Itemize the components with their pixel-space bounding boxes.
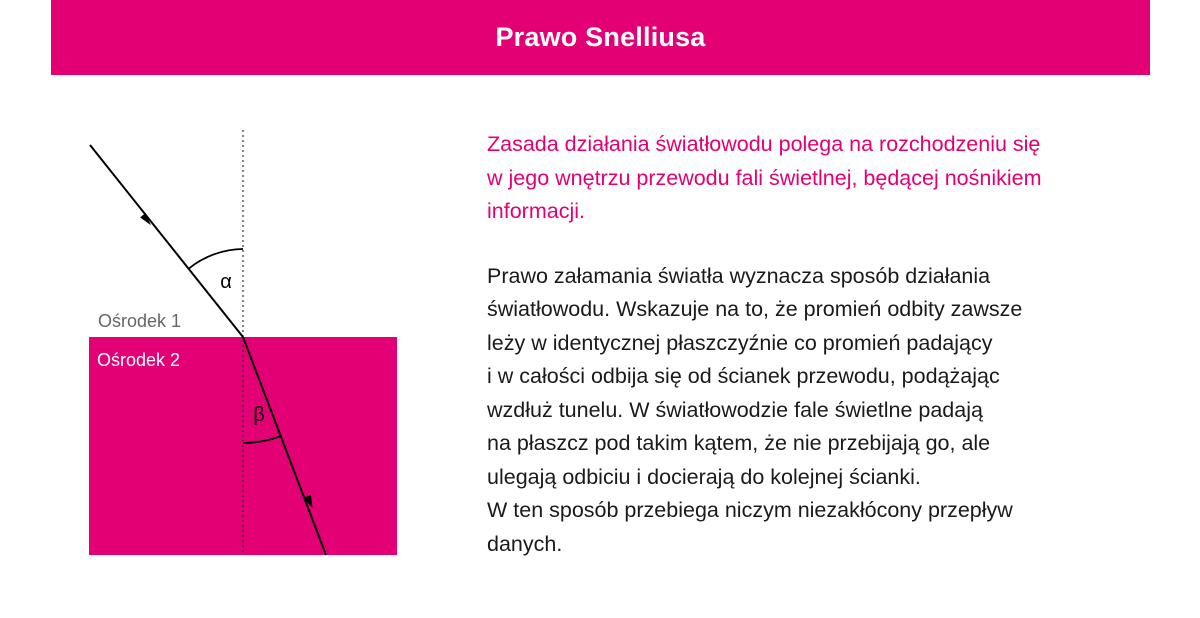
intro-paragraph (487, 128, 1167, 229)
body-line: W ten sposób przebiega niczym niezakłócony przepływ (487, 498, 1013, 522)
page-title: Prawo Snelliusa (495, 22, 706, 52)
intro-line: w jego wnętrzu przewodu fali świetlnej, będącej nośnikiem (487, 165, 1042, 190)
body-line: leży w identycznej płaszczyźnie co promień padający (487, 330, 993, 355)
description-text (487, 128, 1167, 561)
medium-1-label: Ośrodek 1 (98, 311, 182, 331)
refraction-angle-label: β (253, 404, 265, 426)
body-line: danych. (487, 531, 563, 556)
body-line: ulegają odbiciu i docierają do kolejnej ścianki. (487, 464, 921, 489)
body-paragraph (487, 260, 1167, 562)
incidence-angle-arc (189, 249, 243, 268)
medium-2-label: Ośrodek 2 (97, 350, 181, 370)
incident-ray (90, 145, 243, 337)
body-line: światłowodu. Wskazuje na to, że promień odbity zawsze (487, 297, 1023, 321)
body-line: Prawo załamania światła wyznacza sposób działania (487, 263, 991, 288)
body-line: wzdłuż tunelu. W światłowodzie fale świetlne padają (487, 397, 983, 422)
body-line: na płaszcz pod takim kątem, że nie przebijają go, ale (487, 431, 991, 455)
intro-line: Zasada działania światłowodu polega na rozchodzeniu się (487, 132, 1041, 156)
body-line: i w całości odbija się od ścianek przewodu, podążając (487, 364, 1000, 388)
incidence-angle-label: α (220, 271, 232, 293)
intro-line: informacji. (487, 199, 585, 223)
